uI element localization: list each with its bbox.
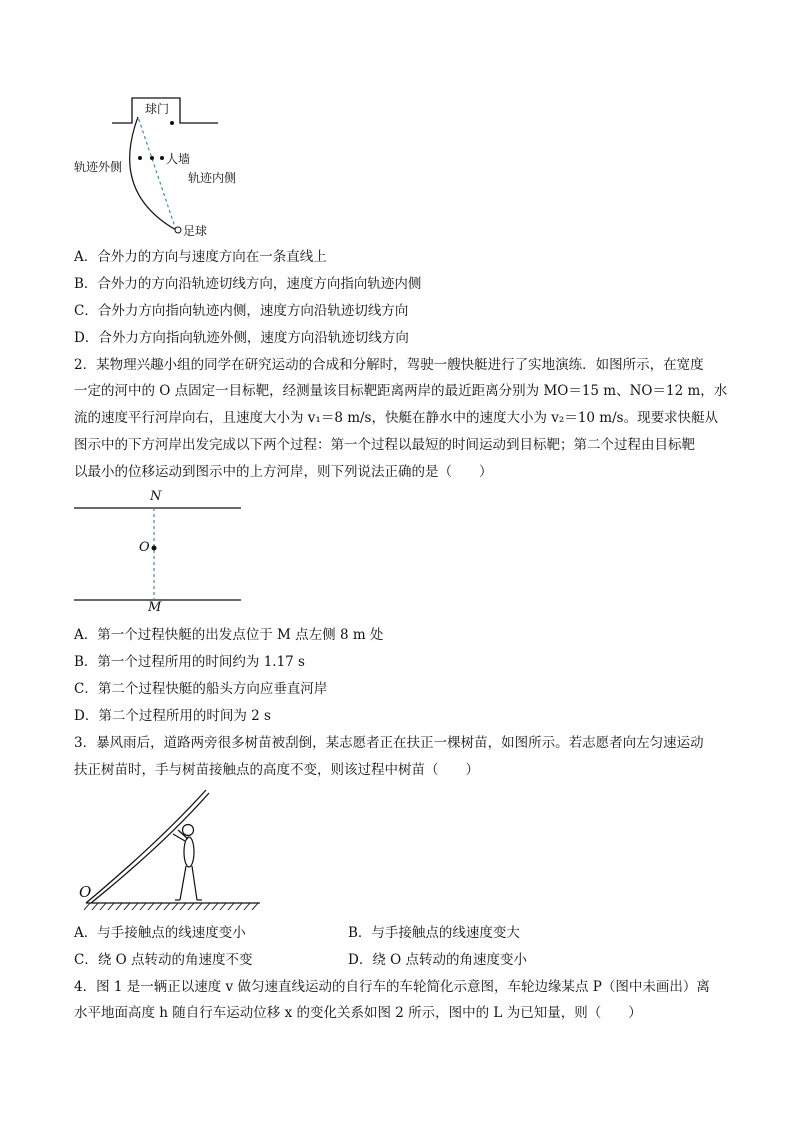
q2-stem-line-4: 图示中的下方河岸出发完成以下两个过程：第一个过程以最短的时间运动到目标靶；第二个过程由目标靶: [74, 437, 695, 453]
q1-option-b[interactable]: B．合外力的方向沿轨迹切线方向，速度方向指向轨迹内侧: [74, 276, 422, 292]
point-o-label: O: [139, 540, 150, 555]
wall-dot-2: [150, 156, 154, 160]
q2-option-d[interactable]: D．第二个过程所用的时间为 2 s: [74, 708, 271, 724]
q2-option-c[interactable]: C．第二个过程快艇的船头方向应垂直河岸: [74, 681, 328, 697]
q4-stem-line-2: 水平地面高度 h 随自行车运动位移 x 的变化关系如图 2 所示，图中的 L 为已知量，则（ ）: [74, 1005, 642, 1021]
q3-stem-line-1: 3．暴风雨后，道路两旁很多树苗被刮倒，某志愿者正在扶正一棵树苗，如图所示。若志愿者向左匀速运动: [74, 735, 704, 751]
point-n-label: N: [150, 489, 162, 504]
q3-stem-line-2: 扶正树苗时，手与树苗接触点的高度不变，则该过程中树苗（ ）: [74, 762, 479, 778]
figure-river: [70, 488, 250, 616]
q4-stem-line-1: 4．图 1 是一辆正以速度 v 做匀速直线运动的自行车的车轮简化示意图，车轮边缘某点 P（图中未画出）离: [74, 979, 710, 995]
wall-dot-1: [138, 156, 142, 160]
ground-hatching: [84, 903, 258, 910]
figure-tree-volunteer: [70, 786, 290, 916]
volunteer-figure: [173, 825, 202, 901]
q3-option-c[interactable]: C．绕 O 点转动的角速度不变: [74, 952, 253, 968]
q2-stem-line-3: 流的速度平行河岸向右，且速度大小为 v₁＝8 m/s，快艇在静水中的速度大小为 v₂＝10 m/s。现要求快艇从: [74, 410, 719, 426]
ball-icon: [175, 227, 181, 233]
wall-label: 人墙: [166, 152, 191, 166]
q1-option-a[interactable]: A．合外力的方向与速度方向在一条直线上: [74, 249, 327, 265]
straight-path-dashed: [138, 117, 176, 230]
inner-side-label: 轨迹内侧: [188, 171, 237, 185]
q3-option-d[interactable]: D．绕 O 点转动的角速度变小: [348, 952, 527, 968]
q3-option-a[interactable]: A．与手接触点的线速度变小: [74, 925, 246, 941]
wall-dot-3: [160, 156, 164, 160]
pivot-o-label: O: [79, 883, 92, 901]
q2-stem-line-5: 以最小的位移运动到图示中的上方河岸，则下列说法正确的是（ ）: [74, 464, 493, 480]
q2-option-a[interactable]: A．第一个过程快艇的出发点位于 M 点左侧 8 m 处: [74, 627, 384, 643]
q2-option-b[interactable]: B．第一个过程所用的时间约为 1.17 s: [74, 654, 305, 670]
q1-option-c[interactable]: C．合外力方向指向轨迹内侧，速度方向沿轨迹切线方向: [74, 303, 409, 319]
q2-stem-line-2: 一定的河中的 O 点固定一目标靶，经测量该目标靶距离两岸的最近距离分别为 MO＝15 m、NO＝12 m，水: [74, 383, 728, 399]
point-m-label: M: [148, 600, 162, 615]
outer-side-label: 轨迹外侧: [74, 160, 123, 174]
goal-label: 球门: [145, 102, 170, 116]
q2-stem-line-1: 2．某物理兴趣小组的同学在研究运动的合成和分解时，驾驶一艘快艇进行了实地演练．如图所示，在宽度: [74, 357, 704, 373]
ball-label: 足球: [183, 224, 208, 238]
q1-option-d[interactable]: D．合外力方向指向轨迹外侧，速度方向沿轨迹切线方向: [74, 330, 409, 346]
trajectory-curve: [130, 117, 176, 230]
q3-option-b[interactable]: B．与手接触点的线速度变大: [348, 925, 520, 941]
target-point-o: [152, 546, 157, 551]
goal-target-dot: [170, 121, 174, 125]
